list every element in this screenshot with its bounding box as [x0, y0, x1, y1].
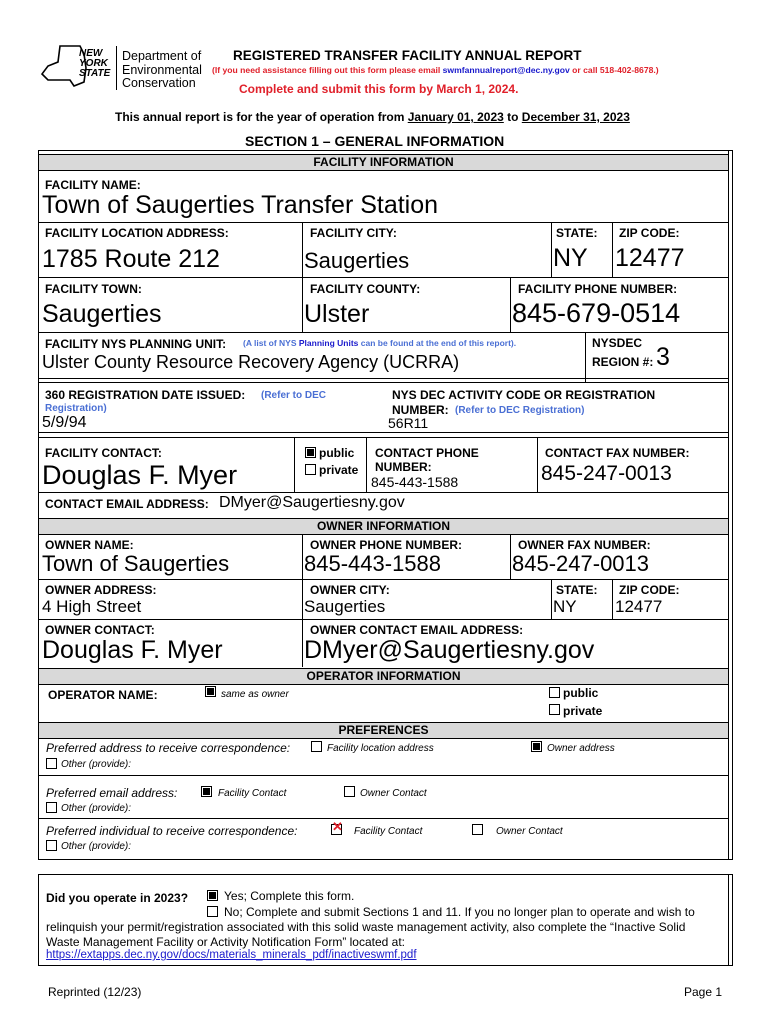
pref-individual-facility-mark: ✕ — [332, 819, 343, 834]
operate-no-line3: Waste Management Facility or Activity Notification Form” located at: — [46, 935, 406, 949]
operator-same-label: same as owner — [221, 689, 289, 700]
activity-code-field[interactable]: 56R11 — [388, 415, 429, 431]
operator-private-checkbox[interactable] — [549, 704, 560, 715]
pref-email-facility-label: Facility Contact — [218, 788, 287, 799]
nys-logo-text: NEW YORK STATE — [79, 48, 111, 79]
contact-fax-field[interactable]: 845-247-0013 — [541, 462, 672, 485]
owner-phone-field[interactable]: 845-443-1588 — [304, 551, 442, 576]
owner-city-label: OWNER CITY: — [310, 583, 390, 597]
planning-units-link[interactable]: Planning Units — [298, 338, 359, 348]
pref-email-facility-checkbox[interactable] — [201, 786, 212, 797]
deadline-note: Complete and submit this form by March 1, 2024. — [239, 82, 519, 96]
dec-logo-text: Department of Environmental Conservation — [122, 49, 202, 90]
facility-county-label: FACILITY COUNTY: — [310, 282, 421, 296]
contact-phone-field[interactable]: 845-443-1588 — [371, 474, 459, 490]
facility-phone-label: FACILITY PHONE NUMBER: — [518, 282, 678, 296]
contact-private-label: private — [319, 463, 359, 477]
pref-individual-other-checkbox[interactable] — [46, 840, 57, 851]
reprinted-note: Reprinted (12/23) — [48, 985, 142, 999]
reg-date-note-2: Registration) — [45, 403, 107, 414]
owner-phone-label: OWNER PHONE NUMBER: — [310, 538, 462, 552]
facility-state-label: STATE: — [556, 226, 598, 240]
pref-address-owner-label: Owner address — [547, 743, 615, 754]
pref-email-owner-checkbox[interactable] — [344, 786, 355, 797]
contact-phone-label-2: NUMBER: — [375, 460, 432, 474]
region-label-1: NYSDEC — [592, 336, 643, 350]
facility-location-field[interactable]: 1785 Route 212 — [42, 245, 220, 273]
facility-city-field[interactable]: Saugerties — [304, 248, 410, 273]
contact-private-checkbox[interactable] — [305, 464, 316, 475]
report-year: This annual report is for the year of operation from January 01, 2023 to December 31, 2023 — [115, 110, 630, 124]
owner-address-field[interactable]: 4 High Street — [42, 597, 142, 616]
pref-individual-other-label: Other (provide): — [61, 841, 132, 852]
section1-title: SECTION 1 – GENERAL INFORMATION — [245, 133, 505, 149]
pref-email-other-checkbox[interactable] — [46, 802, 57, 813]
operate-no-line1: No; Complete and submit Sections 1 and 11. If you no longer plan to operate and wish to — [224, 905, 695, 919]
owner-zip-label: ZIP CODE: — [619, 583, 680, 597]
contact-fax-label: CONTACT FAX NUMBER: — [545, 446, 690, 460]
assistance-note: (If you need assistance filling out this form please email swmfannualreport@dec.ny.gov or call 518-402-8678.) — [212, 65, 659, 75]
contact-phone-label-1: CONTACT PHONE — [375, 446, 479, 460]
facility-state-field[interactable]: NY — [553, 244, 588, 272]
facility-name-label: FACILITY NAME: — [45, 178, 141, 192]
owner-info-header: OWNER INFORMATION — [39, 518, 728, 535]
operate-no-checkbox[interactable] — [207, 906, 218, 917]
owner-state-label: STATE: — [556, 583, 598, 597]
contact-email-field[interactable]: DMyer@Saugertiesny.gov — [219, 494, 405, 511]
inactive-form-link[interactable]: https://extapps.dec.ny.gov/docs/materials_minerals_pdf/inactiveswmf.pdf — [46, 949, 417, 961]
pref-address-owner-checkbox[interactable] — [531, 741, 542, 752]
contact-public-label: public — [319, 446, 355, 460]
owner-fax-field[interactable]: 845-247-0013 — [512, 551, 650, 576]
owner-state-field[interactable]: NY — [553, 597, 577, 616]
owner-contact-label: OWNER CONTACT: — [45, 623, 155, 637]
facility-location-label: FACILITY LOCATION ADDRESS: — [45, 226, 229, 240]
reg-date-field[interactable]: 5/9/94 — [42, 414, 87, 431]
facility-town-label: FACILITY TOWN: — [45, 282, 142, 296]
operator-public-checkbox[interactable] — [549, 687, 560, 698]
pref-individual-question: Preferred individual to receive correspondence: — [46, 824, 298, 838]
operator-name-label: OPERATOR NAME: — [48, 688, 158, 702]
pref-individual-facility-label: Facility Contact — [354, 826, 423, 837]
preferences-header: PREFERENCES — [39, 722, 728, 739]
pref-email-other-label: Other (provide): — [61, 803, 132, 814]
pref-individual-owner-label: Owner Contact — [496, 826, 563, 837]
page-number: Page 1 — [684, 985, 723, 999]
pref-email-question: Preferred email address: — [46, 786, 178, 800]
operate-yes-checkbox[interactable] — [207, 890, 218, 901]
pref-email-owner-label: Owner Contact — [360, 788, 427, 799]
owner-zip-field[interactable]: 12477 — [615, 597, 663, 616]
contact-public-checkbox[interactable] — [305, 447, 316, 458]
operate-question: Did you operate in 2023? — [46, 891, 189, 905]
facility-town-field[interactable]: Saugerties — [42, 300, 162, 328]
operator-same-checkbox[interactable] — [205, 686, 216, 697]
owner-city-field[interactable]: Saugerties — [304, 597, 386, 616]
facility-name-field[interactable]: Town of Saugerties Transfer Station — [42, 191, 439, 219]
region-label-2: REGION #: — [592, 355, 654, 369]
planning-unit-label: FACILITY NYS PLANNING UNIT: — [45, 337, 227, 351]
owner-email-field[interactable]: DMyer@Saugertiesny.gov — [304, 636, 595, 664]
facility-zip-field[interactable]: 12477 — [615, 244, 685, 272]
pref-address-other-label: Other (provide): — [61, 759, 132, 770]
pref-address-facility-label: Facility location address — [327, 743, 434, 754]
facility-info-header: FACILITY INFORMATION — [39, 154, 728, 171]
facility-county-field[interactable]: Ulster — [304, 300, 370, 328]
operate-no-line2: relinquish your permit/registration associated with this solid waste management activity, also complete the “Inactive Solid — [46, 920, 686, 934]
planning-unit-note: (A list of NYS Planning Units can be found at the end of this report). — [243, 338, 517, 348]
operator-info-header: OPERATOR INFORMATION — [39, 668, 728, 685]
report-title: REGISTERED TRANSFER FACILITY ANNUAL REPORT — [233, 48, 582, 63]
planning-unit-field[interactable]: Ulster County Resource Recovery Agency (UCRRA) — [42, 352, 460, 372]
owner-address-label: OWNER ADDRESS: — [45, 583, 157, 597]
pref-address-question: Preferred address to receive correspondence: — [46, 741, 291, 755]
owner-email-label: OWNER CONTACT EMAIL ADDRESS: — [310, 623, 524, 637]
region-field[interactable]: 3 — [656, 343, 670, 371]
facility-contact-field[interactable]: Douglas F. Myer — [42, 460, 238, 490]
facility-contact-label: FACILITY CONTACT: — [45, 446, 162, 460]
owner-contact-field[interactable]: Douglas F. Myer — [42, 636, 223, 664]
reg-date-label: 360 REGISTRATION DATE ISSUED: — [45, 388, 246, 402]
operate-yes-label: Yes; Complete this form. — [224, 889, 355, 903]
assistance-email-link[interactable]: swmfannualreport@dec.ny.gov — [442, 65, 570, 75]
operator-public-label: public — [563, 686, 599, 700]
pref-individual-owner-checkbox[interactable] — [472, 824, 483, 835]
owner-name-label: OWNER NAME: — [45, 538, 134, 552]
activity-code-label-2: NUMBER: — [392, 403, 449, 417]
reg-date-note-1: (Refer to DEC — [261, 390, 327, 401]
pref-address-other-checkbox[interactable] — [46, 758, 57, 769]
operator-private-label: private — [563, 704, 603, 718]
facility-phone-field[interactable]: 845-679-0514 — [512, 298, 681, 328]
facility-zip-label: ZIP CODE: — [619, 226, 680, 240]
pref-address-facility-checkbox[interactable] — [311, 741, 322, 752]
activity-code-label-1: NYS DEC ACTIVITY CODE OR REGISTRATION — [392, 388, 656, 402]
facility-city-label: FACILITY CITY: — [310, 226, 397, 240]
contact-email-label: CONTACT EMAIL ADDRESS: — [45, 497, 209, 511]
activity-code-note: (Refer to DEC Registration) — [455, 405, 585, 416]
owner-fax-label: OWNER FAX NUMBER: — [518, 538, 651, 552]
owner-name-field[interactable]: Town of Saugerties — [42, 551, 230, 576]
